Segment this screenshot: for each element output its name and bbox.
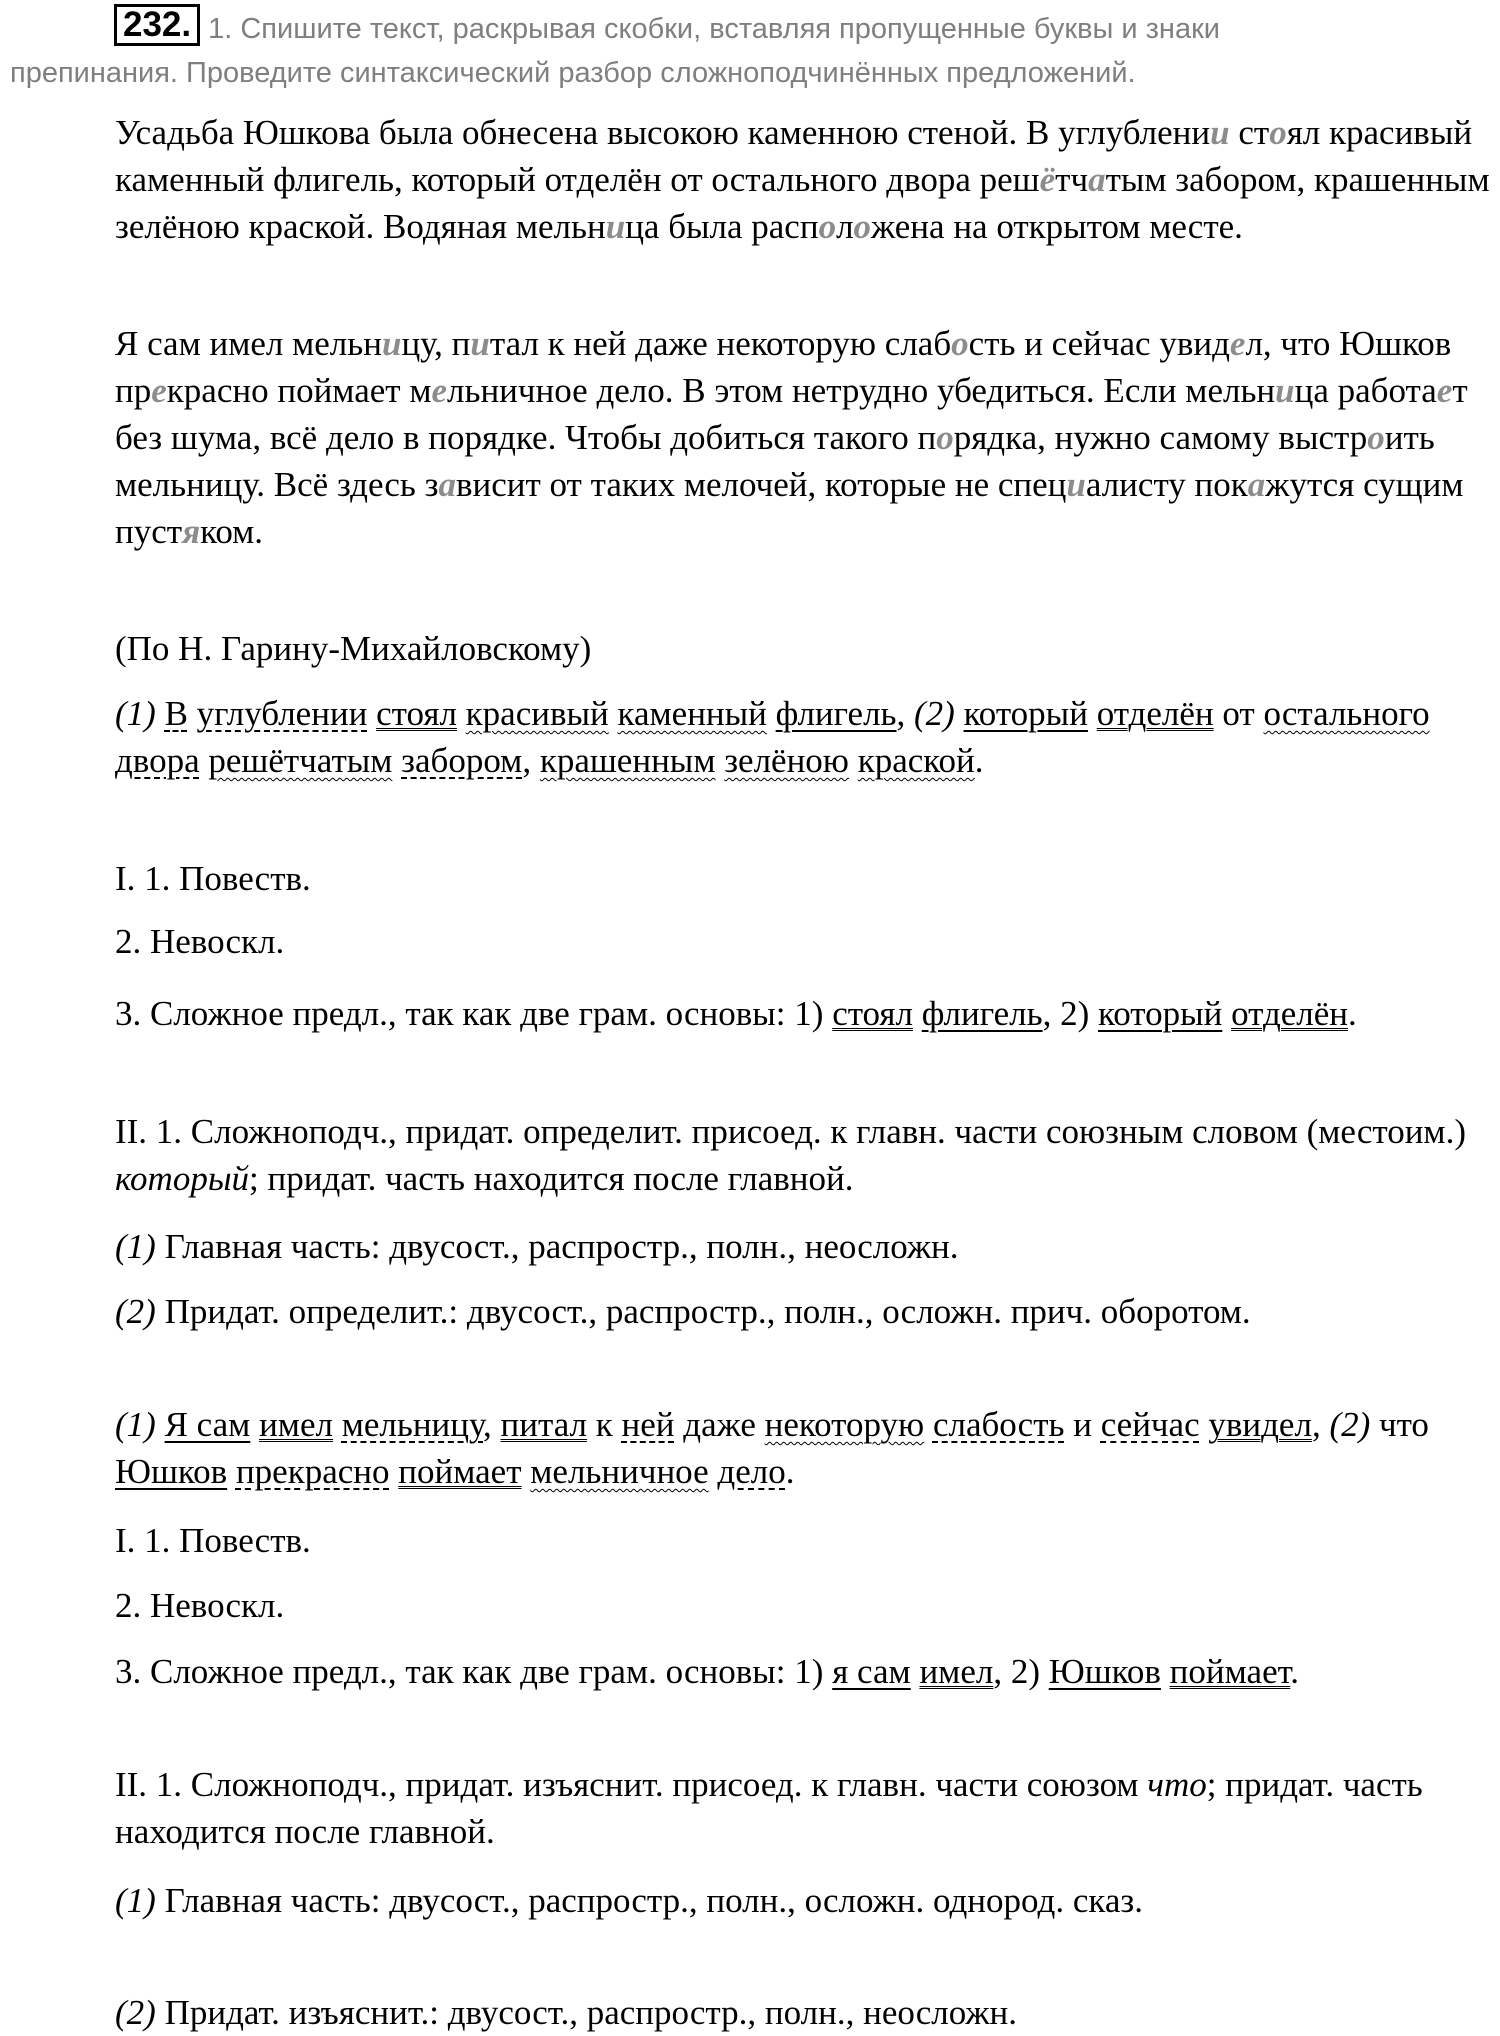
task-text: 1. Спишите текст, раскрывая скобки, вставляя пропущенные буквы и знаки препинания. Проведите синтаксический разбор сложноподчинённых предложений. bbox=[10, 13, 1220, 89]
analysis-2-line-2: 2. Невоскл. bbox=[115, 1586, 285, 1625]
inserted-letter: и bbox=[470, 324, 490, 363]
inserted-letter: о bbox=[818, 207, 837, 246]
analysis-2-line-5: (1) Главная часть: двусост., распростр., полн., осложн. однород. сказ. bbox=[115, 1881, 1143, 1920]
analysis-1-line-6: (2) Придат. определит.: двусост., распростр., полн., осложн. прич. оборотом. bbox=[115, 1292, 1251, 1331]
inserted-letter: и bbox=[1275, 371, 1295, 410]
analysis-2-line-1: I. 1. Повеств. bbox=[115, 1521, 311, 1560]
inserted-letter: а bbox=[1088, 160, 1106, 199]
analysis-2-line-6: (2) Придат. изъяснит.: двусост., распростр., полн., неосложн. bbox=[115, 1993, 1018, 2032]
inserted-letter: о bbox=[936, 418, 954, 457]
inserted-letter: а bbox=[438, 465, 456, 504]
inserted-letter: я bbox=[182, 512, 201, 551]
analysis-2-line-4: II. 1. Сложноподч., придат. изъяснит. присоед. к главн. части союзом что; придат. часть находится после главной. bbox=[115, 1765, 1423, 1851]
analysis-1-line-5: (1) Главная часть: двусост., распростр., полн., неосложн. bbox=[115, 1227, 959, 1266]
analysis-1-line-1: I. 1. Повеств. bbox=[115, 859, 311, 898]
inserted-letter: и bbox=[381, 324, 402, 363]
exercise-number: 232. bbox=[114, 4, 200, 46]
text-paragraph-1: Усадьба Юшкова была обнесена высокою каменною стеной. В углублении стоял красивый каменный флигель, который отделён от остального двора решётчатым забором, крашенным зелёною краской. Водяная мельница была расположена на открытом месте. bbox=[115, 113, 1490, 246]
analysis-2-sentence: (1) Я сам имел мельницу, питал к ней даже некоторую слабость и сейчас увидел, (2) что Юшков прекрасно поймает мельничное дело. bbox=[115, 1405, 1429, 1491]
analysis-1-line-4: II. 1. Сложноподч., придат. определит. присоед. к главн. части союзным словом (местоим.) который; придат. часть находится после главной. bbox=[115, 1112, 1466, 1198]
source-attribution: (По Н. Гарину-Михайловскому) bbox=[115, 629, 592, 668]
text-paragraph-2: Я сам имел мельницу, питал к ней даже некоторую слабость и сейчас увидел, что Юшков прекрасно поймает мельничное дело. В этом нетрудно убедиться. Если мельница работает без шума, всё дело в порядке. Чтобы добиться такого порядка, нужно самому выстроить мельницу. Всё здесь зависит от таких мелочей, которые не специалисту покажутся сущим пустяком. bbox=[115, 324, 1468, 551]
inserted-letter: о bbox=[1269, 113, 1287, 152]
inserted-letter: и bbox=[1066, 465, 1086, 504]
inserted-letter: е bbox=[431, 371, 448, 410]
inserted-letter: е bbox=[151, 371, 167, 410]
inserted-letter: е bbox=[1229, 324, 1246, 363]
task-instruction bbox=[10, 4, 1395, 95]
inserted-letter: и bbox=[605, 207, 626, 246]
inserted-letter: ё bbox=[1039, 160, 1056, 199]
inserted-letter: е bbox=[1436, 371, 1453, 410]
analysis-1-line-3: 3. Сложное предл., так как две грам. основы: 1) стоял флигель, 2) который отделён. bbox=[115, 994, 1357, 1033]
inserted-letter: о bbox=[1367, 418, 1385, 457]
inserted-letter: и bbox=[1210, 113, 1230, 152]
analysis-2-line-3: 3. Сложное предл., так как две грам. основы: 1) я сам имел, 2) Юшков поймает. bbox=[115, 1652, 1300, 1691]
inserted-letter: о bbox=[853, 207, 872, 246]
inserted-letter: о bbox=[951, 324, 969, 363]
analysis-1-line-2: 2. Невоскл. bbox=[115, 922, 285, 961]
analysis-1-sentence: (1) В углублении стоял красивый каменный флигель, (2) который отделён от остального двора решётчатым забором, крашенным зелёною краской. bbox=[115, 694, 1430, 780]
inserted-letter: а bbox=[1247, 465, 1266, 504]
